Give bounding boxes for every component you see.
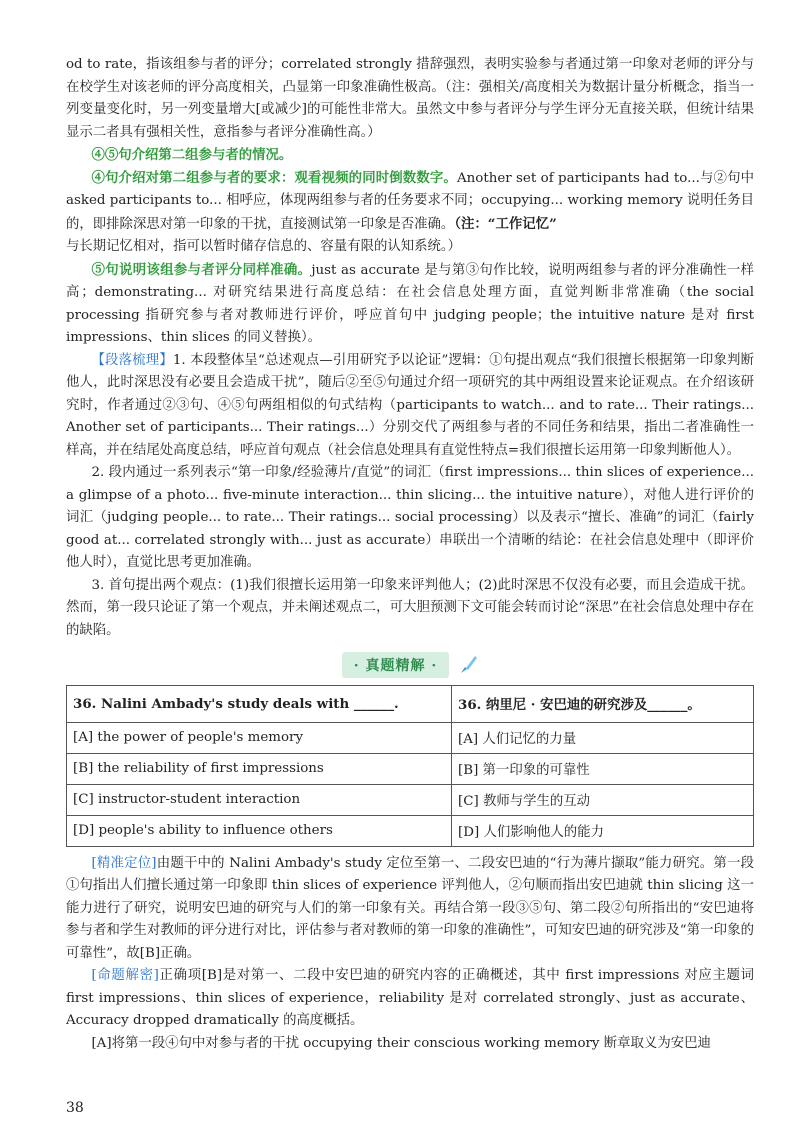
heading-sentence-4: ④句介绍对第二组参与者的要求：观看视频的同时倒数数字。 (91, 169, 457, 186)
heading-sentence-5: ⑤句说明该组参与者评分同样准确。 (91, 261, 312, 278)
decode-text: 正确项[B]是对第一、二段中安巴迪的研究内容的正确概述，其中 first impressions 对应主题词 first impressions、thin slices of experience，reliability 是对 correlated strongly、just as accurate、Accuracy dropped dramatically 的高度概括。 (66, 968, 754, 1028)
paragraph-summary-1 (66, 350, 754, 463)
page-number: 38 (66, 1100, 84, 1116)
table-row (67, 815, 754, 846)
paragraph-summary-3: 3. 首句提出两个观点：(1)我们很擅长运用第一印象来评判他人；(2)此时深思不仅没有必要，而且会造成干扰。然而，第一段只论证了第一个观点，并未阐述观点二，可大胆预测下文可能会转而讨论“深思”在社会信息处理中存在的缺陷。 (66, 577, 754, 638)
locate-text: 由题干中的 Nalini Ambady's study 定位至第一、二段安巴迪的“行为薄片撷取”能力研究。第一段①句指出人们擅长通过第一印象即 thin slices of experience 评判他人，②句顺而指出安巴迪就 thin slicing 这一能力进行了研究，说明安巴迪的研究与人们的第一印象有关。再结合第一段③⑤句、第二段②句所指出的“安巴迪将参与者和学生对教师的评分进行对比，评估参与者对教师的第一印象的准确性”，可知安巴迪的研究涉及“第一印象的可靠性”，故[B]正确。 (66, 855, 755, 961)
option-c-en: [C] instructor-student interaction (67, 784, 452, 815)
paragraph-continuation: od to rate，指该组参与者的评分；correlated strongly 措辞强烈，表明实验参与者通过第一印象对老师的评分与在校学生对该老师的评分高度相关，凸显第一印象准确性极高。（注：强相关/高度相关为数据计量分析概念，指当一列变量变化时，另一列变量增大[或减少]的可能性非常大。虽然文中参与者评分与学生评分无直接关联，但统计结果显示二者具有强相关性，意指参与者评分准确性高。） (66, 57, 754, 140)
locate-label: [精准定位] (91, 855, 157, 871)
question-en: 36. Nalini Ambady's study deals with ______. (67, 685, 452, 722)
option-c-zh: [C] 教师与学生的互动 (452, 784, 754, 815)
sentence-4-note: （注：“工作记忆” (454, 215, 557, 232)
decode-label: [命题解密] (91, 968, 159, 983)
paragraph-sentence-4-cont: 与长期记忆相对，指可以暂时储存信息的、容量有限的认知系统。） (66, 239, 462, 254)
question-zh: 36. 纳里尼 · 安巴迪的研究涉及______。 (452, 685, 754, 722)
sentence-4-text: Another set of participants had to...与②句中 asked participants to... 相呼应，体现两组参与者的任务要求不同；occupying... working memory 说明任务目的，即排除深思对第一印象的干扰，直接测试第一印象是否准确。 (66, 170, 755, 232)
table-row (67, 753, 754, 784)
summary-label: 【段落梳理】 (91, 352, 173, 368)
sentence-5-text: just as accurate 是与第③句作比较，说明两组参与者的评分准确性一样高；demonstrating... 对研究结果进行高度总结：在社会信息处理方面，直觉判断非常准确（the social processing 指研究参与者对教师进行评价，呼应首句中 judging people；the intuitive nature 是对 first impressions、thin slices 的同义替换）。 (66, 262, 754, 345)
option-b-en: [B] the reliability of first impressions (67, 753, 452, 784)
section-title: · 真题精解 · (342, 652, 450, 678)
paragraph-last: [A]将第一段④句中对参与者的干扰 occupying their conscious working memory 断章取义为安巴迪 (91, 1035, 711, 1051)
question-table (66, 685, 754, 847)
section-title-wrap (66, 652, 754, 679)
option-a-zh: [A] 人们记忆的力量 (452, 722, 754, 753)
paragraph-summary-2: 2. 段内通过一系列表示“第一印象/经验薄片/直觉”的词汇（first impressions... thin slices of experience... a glimpse of a photo... five-minute interaction... thin slicing... the intuitive nature），对他人进行评价的词汇（judging people... to rate... Their ratings... social processing）以及表示“擅长、准确”的词汇（fairly good at... correlated strongly with... just as accurate）串联出一个清晰的结论：在社会信息处理中（即评价他人时），直觉比思考更加准确。 (66, 465, 754, 570)
option-b-zh: [B] 第一印象的可靠性 (452, 753, 754, 784)
table-row (67, 685, 754, 722)
paragraph-decode (66, 965, 754, 1033)
paragraph-sentence-5 (66, 259, 754, 350)
option-d-en: [D] people's ability to influence others (67, 815, 452, 846)
table-row (67, 722, 754, 753)
option-d-zh: [D] 人们影响他人的能力 (452, 815, 754, 846)
option-a-en: [A] the power of people's memory (67, 722, 452, 753)
brush-icon (458, 653, 478, 679)
summary-1-text: 1. 本段整体呈“总述观点—引用研究予以论证”逻辑：①句提出观点“我们很擅长根据第一印象判断他人，此时深思没有必要且会造成干扰”，随后②至⑤句通过介绍一项研究的其中两组设置来论证观点。在介绍该研究时，作者通过②③句、④⑤句两组相似的句式结构（participants to watch... and to rate... Their ratings... Another set of participants... Their ratings...）分别交代了两组参与者的不同任务和结果，指出二者准确性一样高，并在结尾处高度总结，呼应首句观点（社会信息处理具有直觉性特点=我们很擅长运用第一印象判断他人）。 (66, 352, 754, 458)
paragraph-locate (66, 853, 754, 966)
section-heading-sentences-4-5: ④⑤句介绍第二组参与者的情况。 (91, 147, 293, 163)
table-row (67, 784, 754, 815)
paragraph-sentence-4 (66, 167, 754, 237)
